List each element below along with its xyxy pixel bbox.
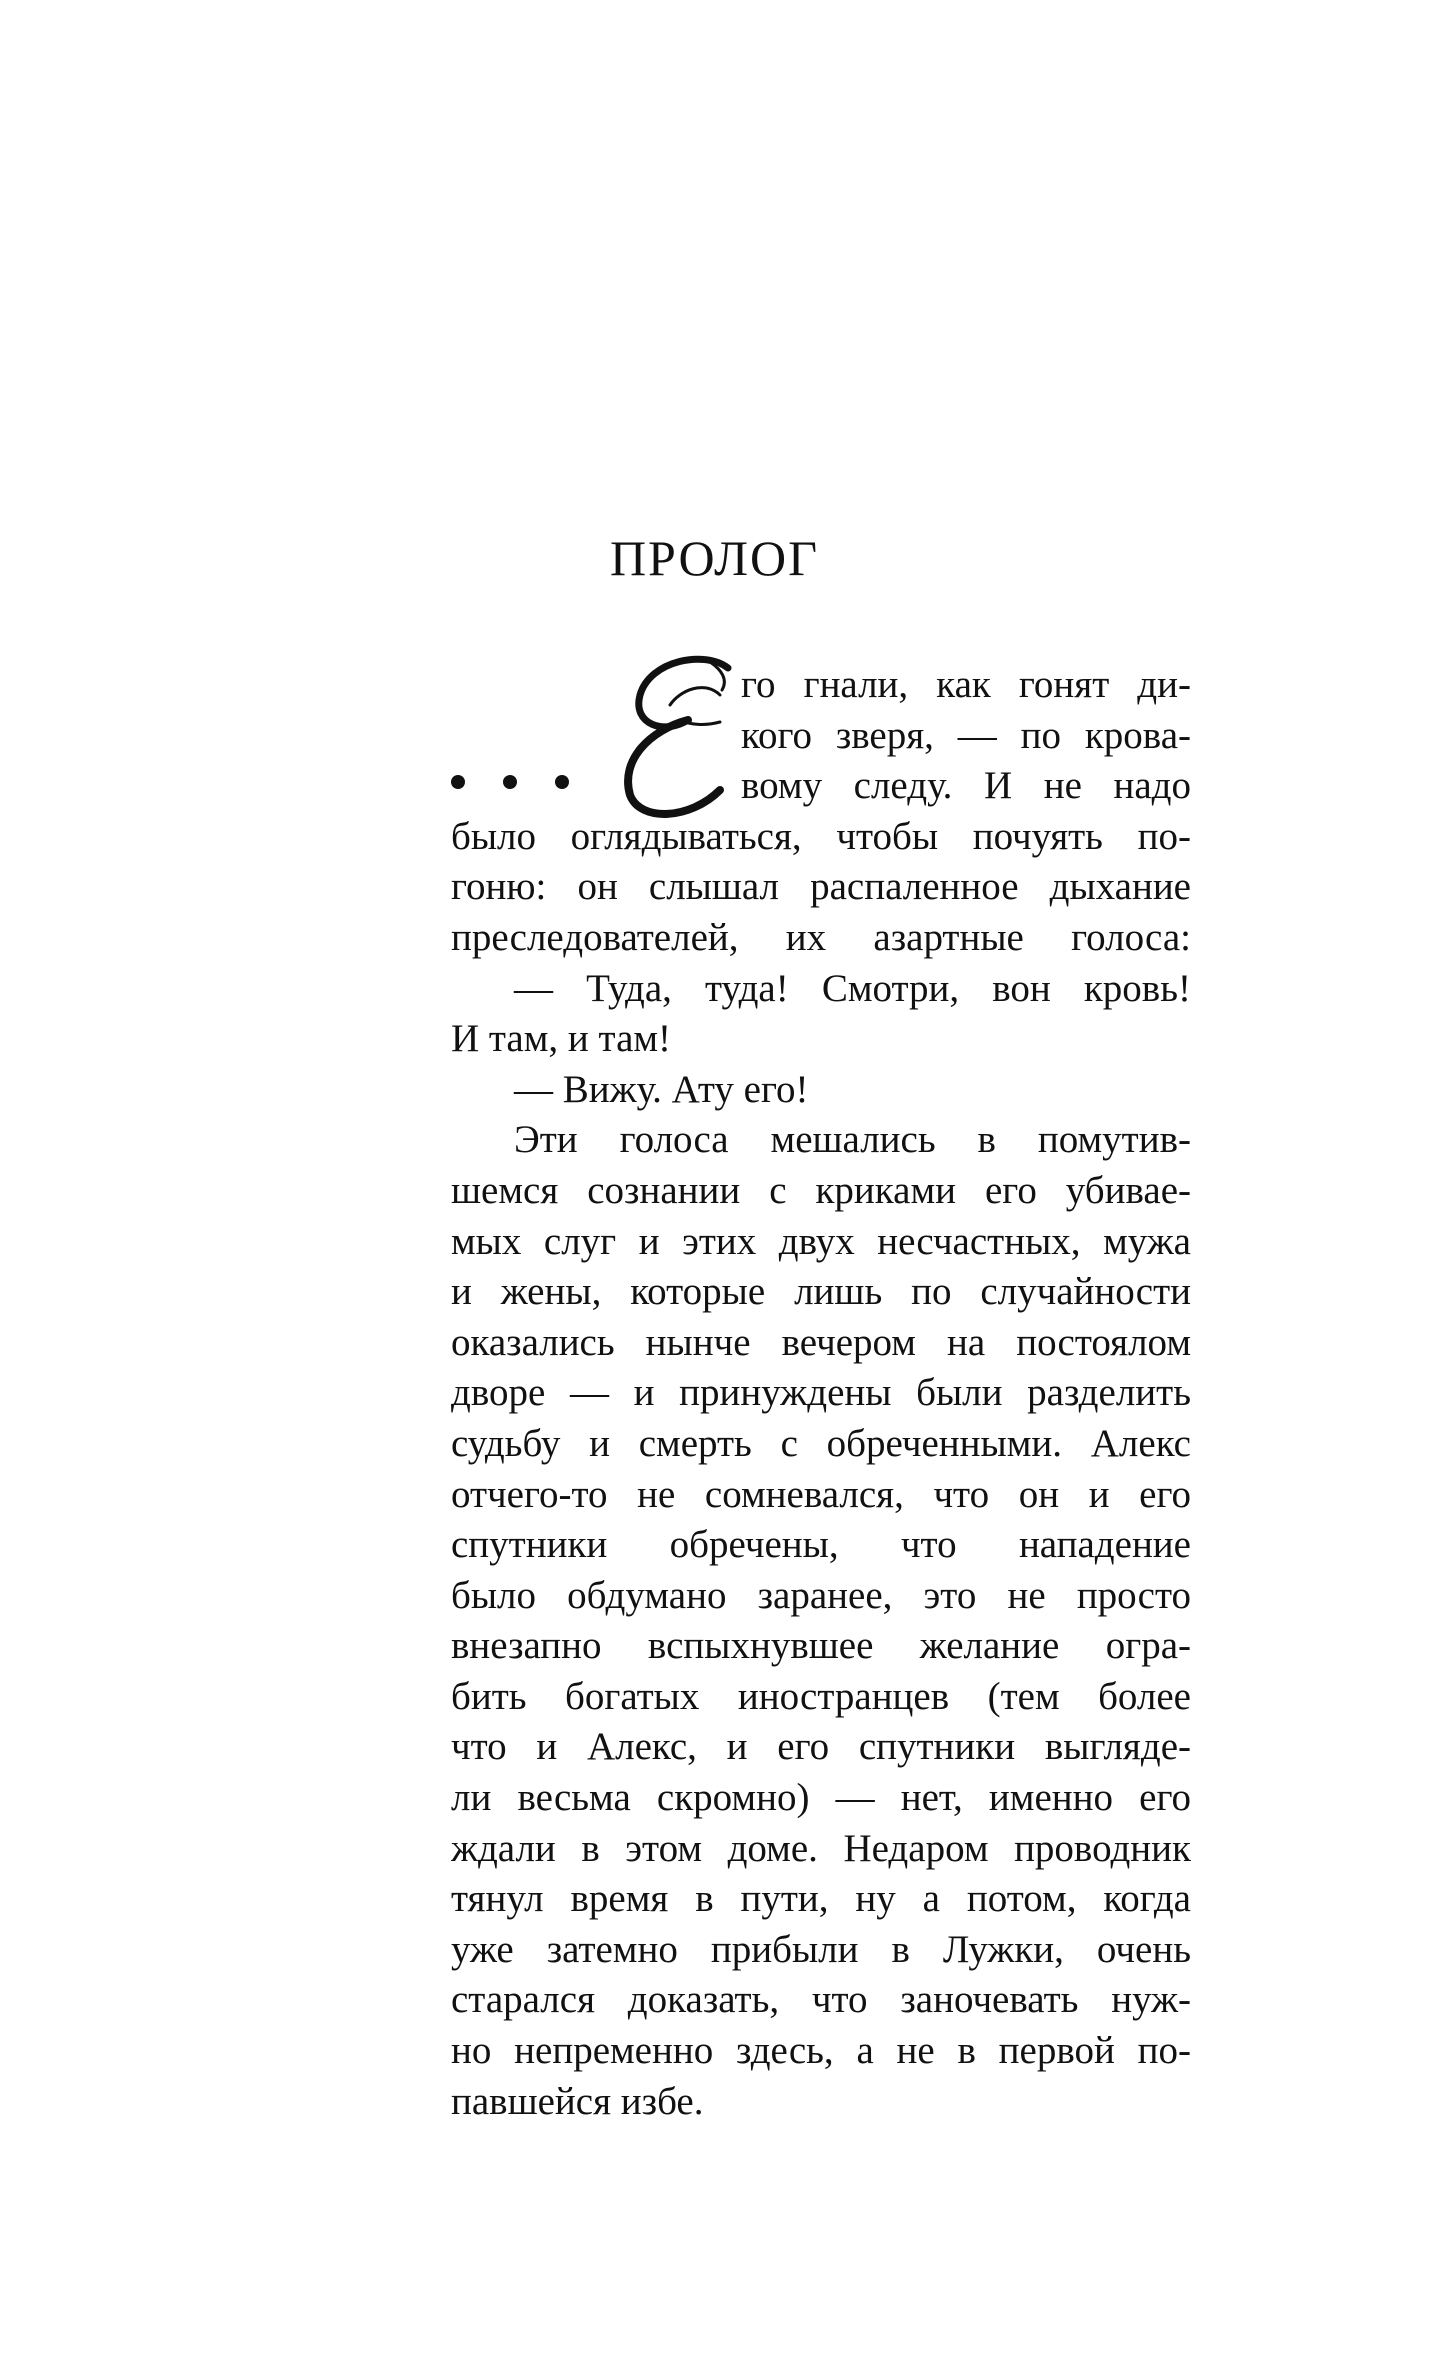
text-line: внезапно вспыхнувшее желание огра- <box>451 1624 1191 1668</box>
text-line: старался доказать, что заночевать нуж- <box>451 1978 1191 2022</box>
text-line: было оглядываться, чтобы почуять по- <box>451 814 1191 858</box>
text-line: преследователей, их азартные голоса: <box>451 915 1191 959</box>
text-line: ли весьма скромно) — нет, именно его <box>451 1776 1191 1820</box>
text-line: кого зверя, — по крова- <box>741 713 1191 757</box>
text-line: было обдумано заранее, это не просто <box>451 1573 1191 1617</box>
text-line: отчего-то не сомневался, что он и его <box>451 1472 1191 1516</box>
text-line: оказались нынче вечером на постоялом <box>451 1320 1191 1364</box>
prologue-text <box>451 660 1191 2127</box>
text-line: что и Алекс, и его спутники выгляде- <box>451 1725 1191 1769</box>
text-line: спутники обречены, что нападение <box>451 1523 1191 1567</box>
text-line: дворе — и принуждены были разделить <box>451 1371 1191 1415</box>
text-line: И там, и там! <box>451 1017 672 1061</box>
text-line: мых слуг и этих двух несчастных, мужа <box>451 1219 1191 1263</box>
text-line: но непременно здесь, а не в первой по- <box>451 2029 1191 2073</box>
chapter-title: ПРОЛОГ <box>609 530 820 586</box>
text-line: вому следу. И не надо <box>741 764 1191 808</box>
text-line: ждали в этом доме. Недаром проводник <box>451 1826 1191 1870</box>
text-line: — Вижу. Ату его! <box>514 1067 809 1111</box>
text-line: и жены, которые лишь по случайности <box>451 1270 1191 1314</box>
text-line: судьбу и смерть с обреченными. Алекс <box>451 1421 1191 1465</box>
text-line: тянул время в пути, ну а потом, когда <box>451 1877 1191 1921</box>
text-line: — Туда, туда! Смотри, вон кровь! <box>514 966 1191 1010</box>
text-line: го гнали, как гонят ди- <box>741 663 1191 706</box>
text-line: гоню: он слышал распаленное дыхание <box>451 865 1191 909</box>
text-line: Эти голоса мешались в помутив- <box>514 1118 1191 1162</box>
text-line: бить богатых иностранцев (тем более <box>451 1674 1191 1718</box>
text-line: шемся сознании с криками его убивае- <box>451 1168 1191 1212</box>
text-line: павшейся избе. <box>451 2079 704 2123</box>
text-line: уже затемно прибыли в Лужки, очень <box>451 1927 1191 1971</box>
